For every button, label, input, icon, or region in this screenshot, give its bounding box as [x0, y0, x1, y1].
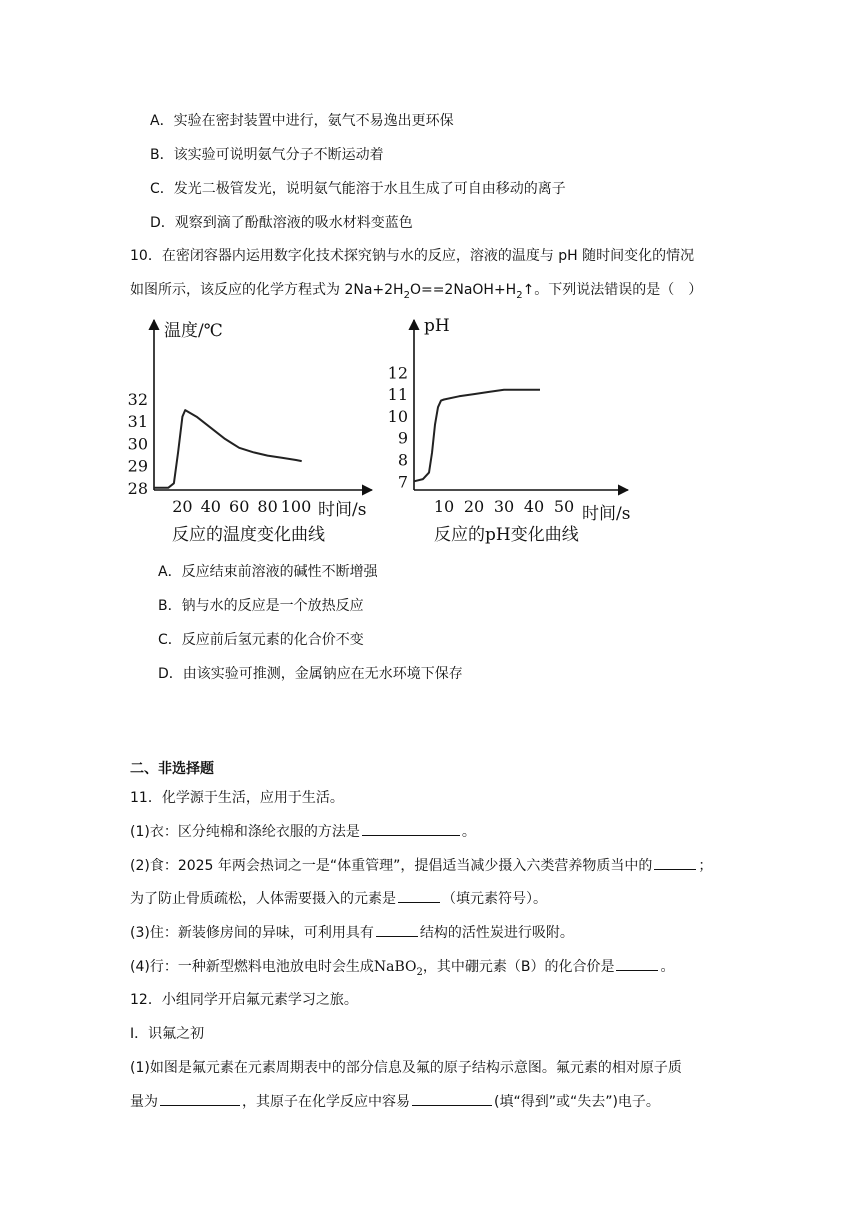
temp-y-label: 温度/℃	[164, 321, 223, 341]
q11-part3: (3)住：新装修房间的异味，可利用具有 结构的活性炭进行吸附。	[130, 922, 574, 943]
q10-figure	[0, 312, 860, 552]
q10-option-b: B．钠与水的反应是一个放热反应	[158, 598, 364, 614]
ph-x-tick: 40	[523, 497, 545, 516]
temp-x-tick: 80	[257, 497, 278, 516]
q11-part1: (1)衣：区分纯棉和涤纶衣服的方法是 。	[130, 821, 476, 842]
temp-y-tick: 31	[127, 412, 148, 432]
ph-x-tick: 50	[553, 497, 575, 516]
temp-y-tick: 29	[127, 456, 148, 476]
temperature-chart	[128, 320, 372, 545]
answer-blank[interactable]	[362, 821, 460, 836]
ph-x-tick: 10	[433, 497, 455, 516]
temp-x-tick: 20	[172, 497, 193, 516]
temp-x-label: 时间/s	[318, 500, 367, 520]
temp-series-line	[154, 410, 302, 488]
q12-stem: 12．小组同学开启氟元素学习之旅。	[130, 992, 358, 1008]
ph-x-label: 时间/s	[582, 504, 631, 524]
temp-x-tick: 100	[280, 497, 312, 516]
temp-y-tick: 32	[127, 389, 148, 409]
ph-y-tick: 12	[387, 363, 408, 383]
q10-stem-line2: 如图所示，该反应的化学方程式为 $2Na+2H_2O==2NaOH+H_2↑$。下列说法错误的是（ ）	[130, 282, 703, 301]
ph-y-tick: 9	[397, 428, 408, 448]
ph-y-tick: 7	[397, 472, 408, 492]
temp-x-tick: 40	[200, 497, 221, 516]
ph-y-tick: 10	[387, 406, 408, 426]
answer-blank[interactable]	[398, 888, 440, 903]
q12-p1-line2: 量为 ，其原子在化学反应中容易 (填“得到”或“失去”)电子。	[130, 1091, 660, 1112]
temp-y-tick: 28	[127, 478, 148, 498]
q10-option-c: C．反应前后氢元素的化合价不变	[158, 632, 364, 648]
answer-blank[interactable]	[160, 1091, 240, 1106]
answer-blank[interactable]	[616, 956, 658, 971]
ph-series-line	[414, 390, 540, 482]
q9-option-b: B．该实验可说明氨气分子不断运动着	[150, 147, 384, 163]
q9-option-d: D．观察到滴了酚酞溶液的吸水材料变蓝色	[150, 215, 413, 231]
ph-caption: 反应的pH变化曲线	[434, 525, 579, 545]
q10-stem-line1: 10．在密闭容器内运用数字化技术探究钠与水的反应，溶液的温度与 pH 随时间变化的情况	[130, 248, 695, 264]
q12-p1-line1: (1)如图是氟元素在元素周期表中的部分信息及氟的原子结构示意图。氟元素的相对原子质	[130, 1060, 682, 1076]
ph-x-tick: 30	[493, 497, 515, 516]
q9-option-c: C．发光二极管发光，说明氨气能溶于水且生成了可自由移动的离子	[150, 181, 566, 197]
ph-x-tick: 20	[463, 497, 485, 516]
q10-option-a: A．反应结束前溶液的碱性不断增强	[158, 564, 378, 580]
q11-part2: (2)食：2025 年两会热词之一是“体重管理”，提倡适当减少摄入六类营养物质当中的 ；	[130, 855, 712, 876]
temp-caption: 反应的温度变化曲线	[172, 525, 325, 545]
formula-nabo2: NaBO$_2$	[373, 959, 423, 978]
ph-y-label: pH	[424, 316, 450, 336]
ph-y-tick: 11	[387, 385, 408, 405]
temp-y-tick: 30	[127, 434, 148, 454]
ph-chart	[388, 316, 631, 545]
q11-part2b: 为了防止骨质疏松，人体需要摄入的元素是 （填元素符号）。	[130, 888, 547, 909]
ph-y-tick: 8	[397, 450, 408, 470]
temp-x-tick: 60	[229, 497, 250, 516]
q11-part4: (4)行：一种新型燃料电池放电时会生成NaBO$_2$，其中硼元素（B）的化合价是 。	[130, 956, 674, 983]
q10-option-d: D．由该实验可推测，金属钠应在无水环境下保存	[158, 666, 463, 682]
q9-option-a: A．实验在密封装置中进行，氨气不易逸出更环保	[150, 113, 454, 129]
q11-stem: 11．化学源于生活，应用于生活。	[130, 790, 344, 806]
q12-part-i: I．识氟之初	[130, 1026, 205, 1042]
section-title: 二、非选择题	[130, 761, 214, 777]
answer-blank[interactable]	[412, 1091, 492, 1106]
answer-blank[interactable]	[376, 922, 418, 937]
answer-blank[interactable]	[654, 855, 696, 870]
